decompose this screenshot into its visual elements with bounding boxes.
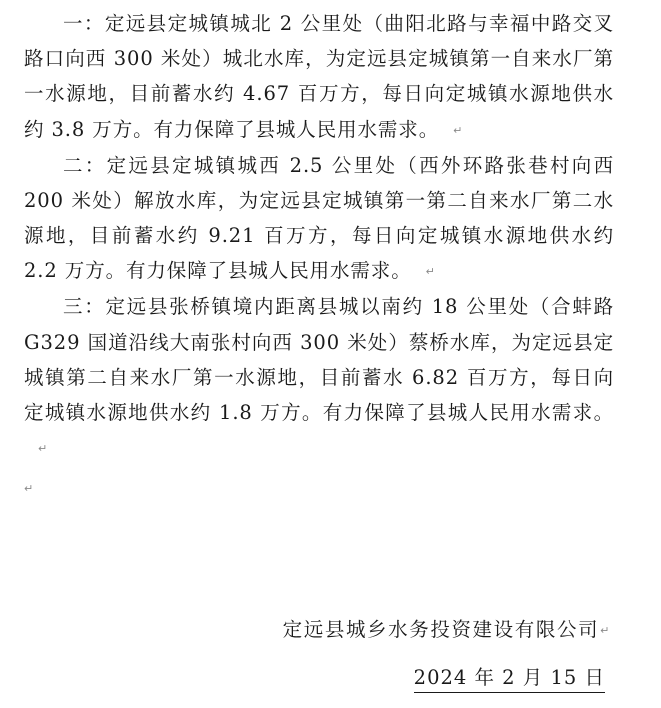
paragraph-1 (24, 6, 614, 148)
paragraph-mark-icon: ↵ (38, 442, 49, 456)
signature-organization (283, 614, 611, 642)
paragraph-3 (24, 289, 614, 466)
paragraph-1-text: 一：定远县定城镇城北 2 公里处（曲阳北路与幸福中路交叉路口向西 300 米处）城北水库，为定远县定城镇第一自来水厂第一水源地，目前蓄水约 4.67 百万方，每日向定城镇水源地供水约 3.8 万方。有力保障了县城人民用水需求。 (24, 12, 614, 141)
organization-name: 定远县城乡水务投资建设有限公司 (282, 618, 600, 641)
paragraph-mark-icon: ↵ (24, 481, 34, 495)
paragraph-3-text: 三：定远县张桥镇境内距离县城以南约 18 公里处（合蚌路 G329 国道沿线大南张村向西 300 米处）蔡桥水库，为定远县定城镇第二自来水厂第一水源地，目前蓄水 6.82 百万方，每日向定城镇水源地供水约 1.8 万方。有力保障了县城人民用水需求。 (24, 295, 614, 425)
paragraph-mark-icon: ↵ (600, 624, 611, 637)
paragraph-mark-icon: ↵ (425, 265, 436, 279)
document-body (24, 6, 614, 510)
empty-paragraph (24, 466, 614, 510)
signature-date: 2024 年 2 月 15 日 (414, 662, 605, 693)
paragraph-2 (24, 148, 614, 290)
paragraph-2-text: 二：定远县定城镇城西 2.5 公里处（西外环路张巷村向西 200 米处）解放水库，为定远县定城镇第一第二自来水厂第二水源地，目前蓄水约 9.21 百万方，每日向定城镇水源地供水约 2.2 万方。有力保障了县城人民用水需求。 (24, 153, 614, 283)
paragraph-mark-icon: ↵ (453, 123, 464, 137)
